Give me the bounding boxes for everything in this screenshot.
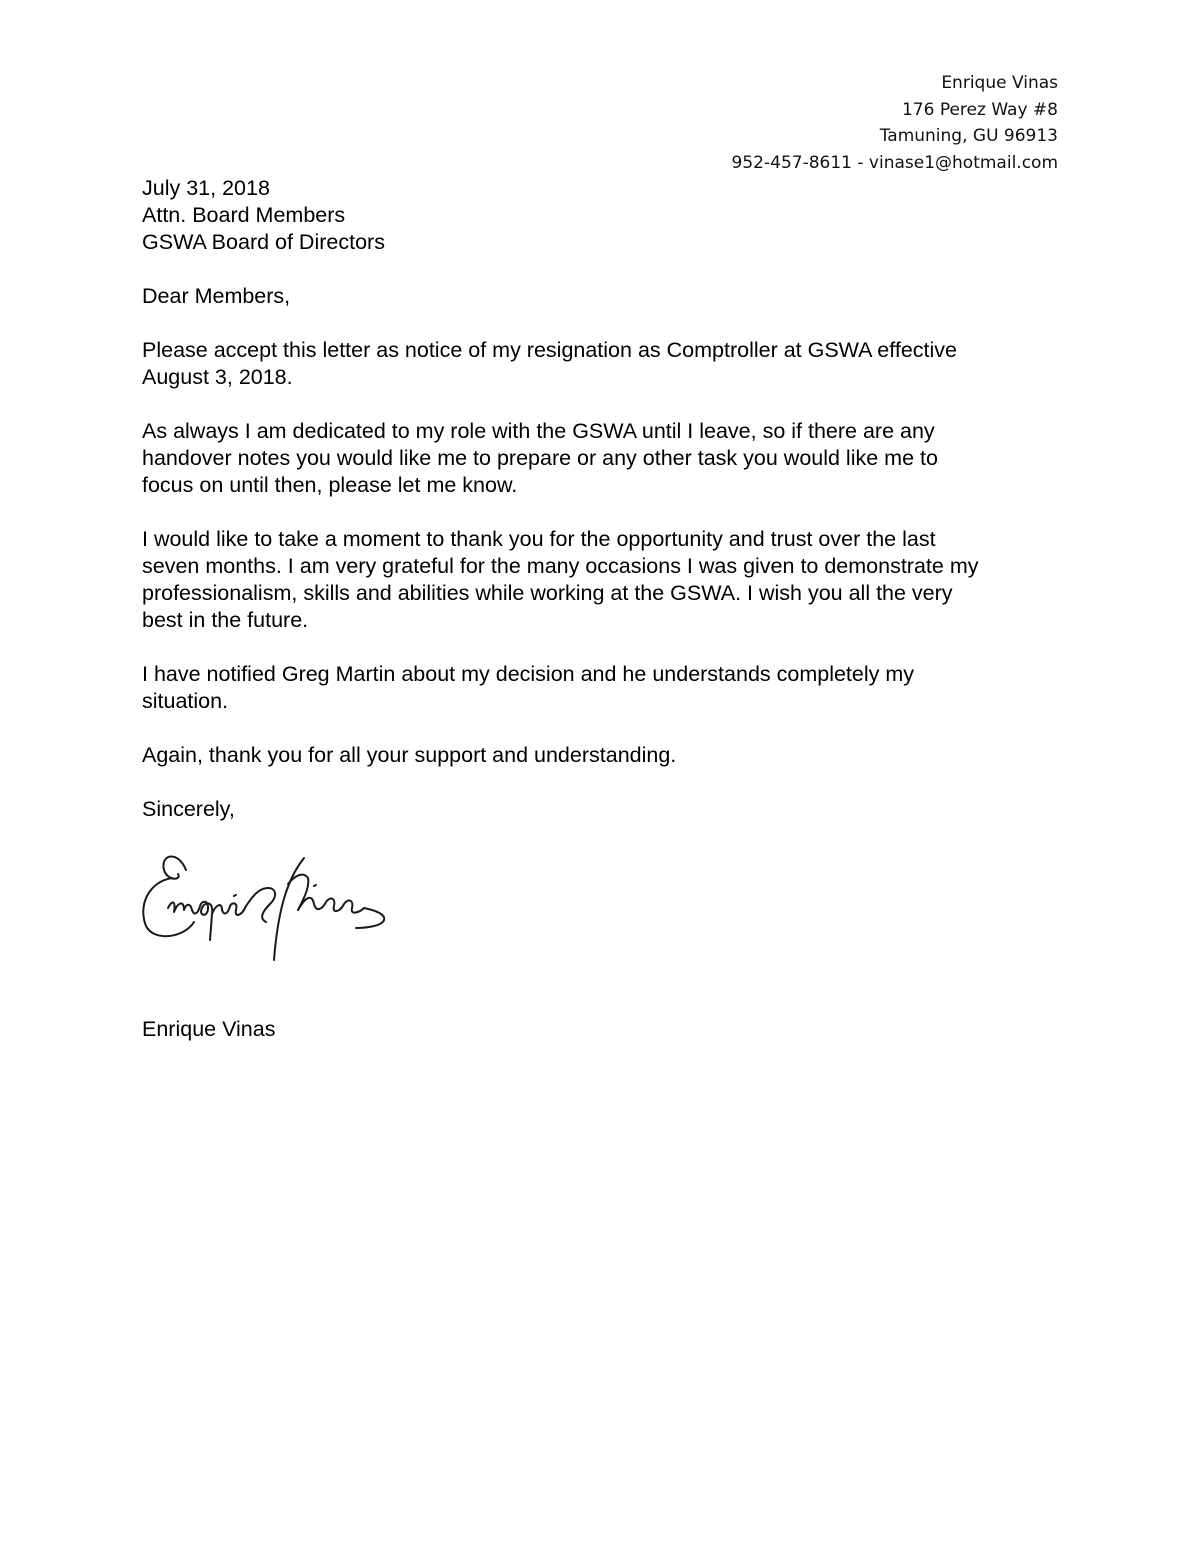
paragraph-dedication: As always I am dedicated to my role with the GSWA until I leave, so if there are any handover notes you would like me to prepare or any other task you would like me to focus on until then, please let me know.: [142, 419, 938, 497]
sender-street: 176 Perez Way #8: [901, 99, 1058, 120]
recipient-attention: Attn. Board Members: [142, 203, 346, 227]
paragraph-thanks: I would like to take a moment to thank you for the opportunity and trust over the last seven months. I am very grateful for the many occasions I was given to demonstrate my professionalism, skills and abilities while working at the GSWA. I wish you all the very best in the future.: [142, 527, 979, 632]
letter-body: [142, 175, 1072, 823]
recipient-organization: GSWA Board of Directors: [142, 230, 385, 254]
sender-city-line: Tamuning, GU 96913: [879, 126, 1058, 146]
closing: Sincerely,: [142, 797, 235, 821]
sender-contact-line: 952-457-8611 - vinase1@hotmail.com: [731, 152, 1058, 173]
sender-address-block: [732, 70, 1058, 176]
sender-name: Enrique Vinas: [941, 73, 1058, 93]
signer-name: Enrique Vinas: [142, 1017, 276, 1041]
paragraph-notification: I have notified Greg Martin about my decision and he understands completely my situation.: [142, 662, 915, 713]
paragraph-resignation-notice: Please accept this letter as notice of my resignation as Comptroller at GSWA effective August 3, 2018.: [142, 338, 957, 389]
letter-date: July 31, 2018: [142, 176, 270, 200]
recipient-block: [142, 175, 1072, 256]
handwritten-signature: [138, 848, 398, 964]
paragraph-appreciation: Again, thank you for all your support and understanding.: [142, 743, 677, 767]
salutation: Dear Members,: [142, 284, 291, 308]
